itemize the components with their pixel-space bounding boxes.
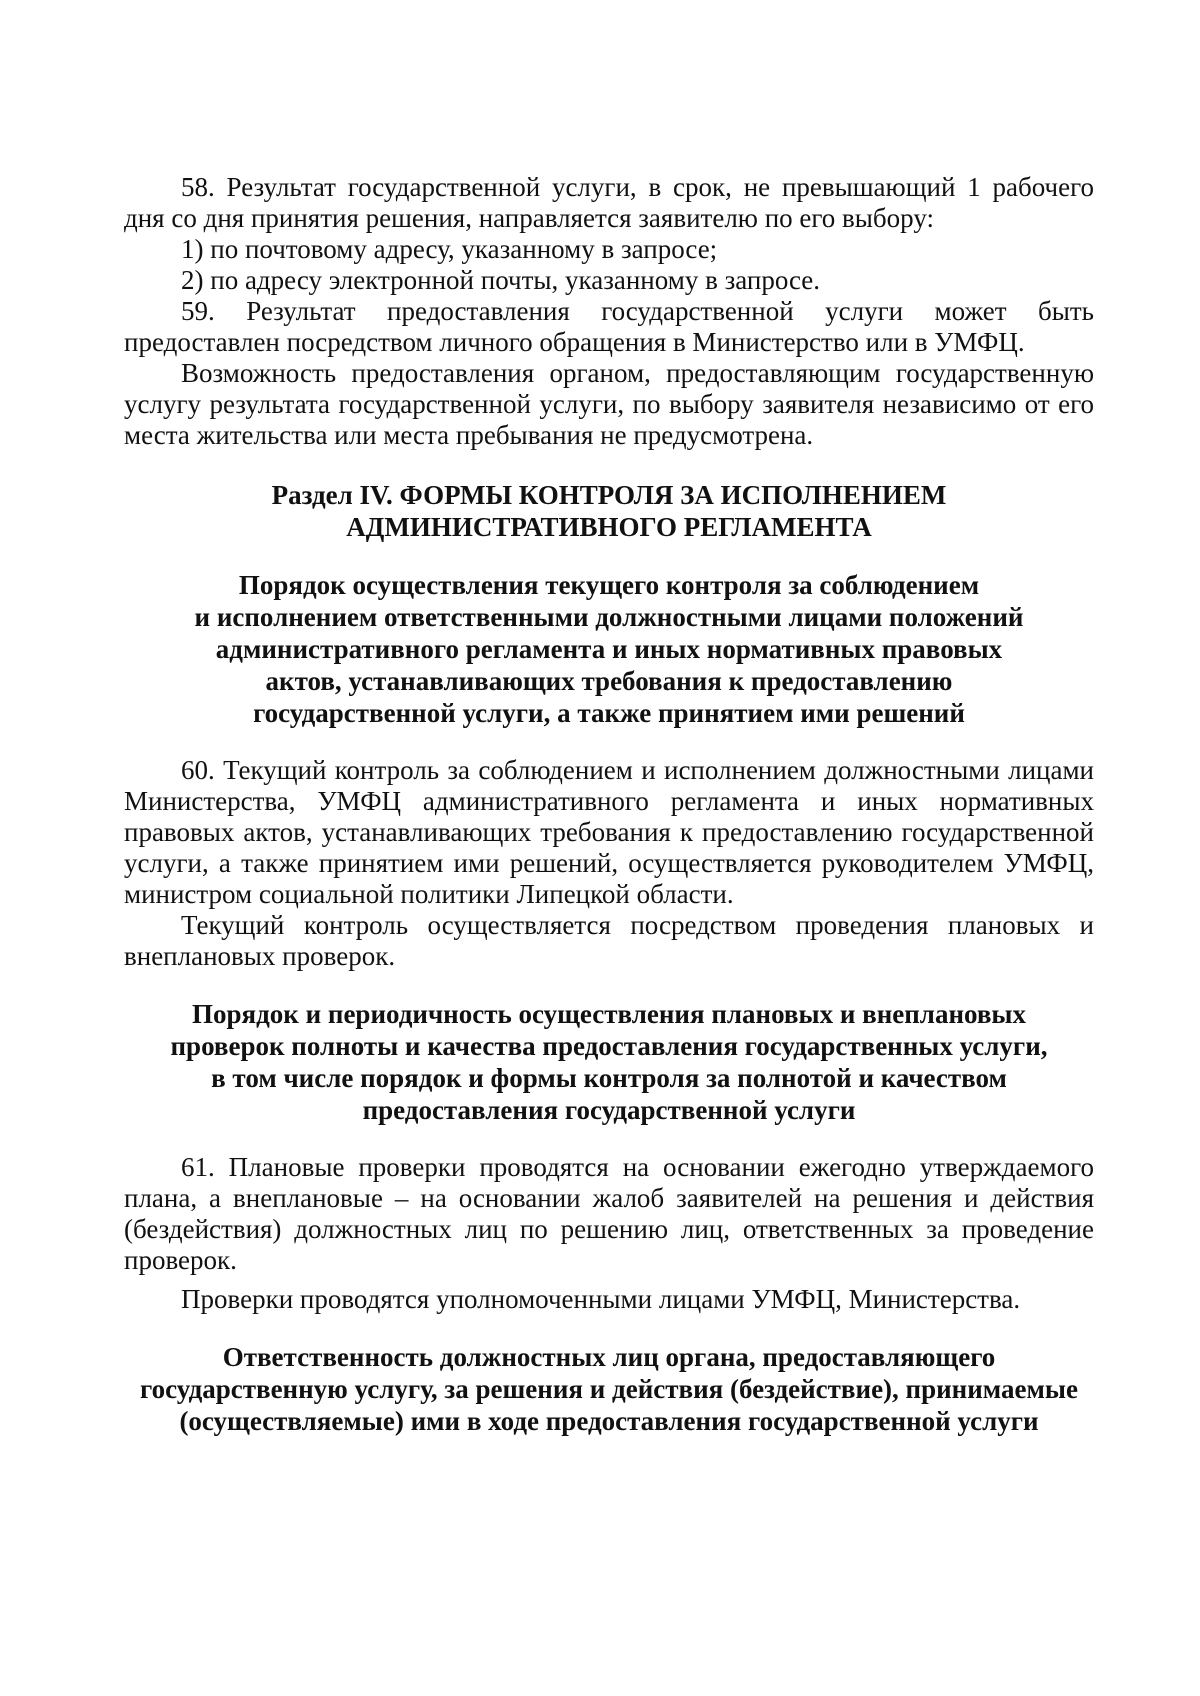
heading-line: АДМИНИСТРАТИВНОГО РЕГЛАМЕНТА [346, 512, 872, 542]
document-page [124, 172, 1094, 1463]
heading-line: административного регламента и иных нормативных правовых [215, 634, 1003, 664]
heading-line: в том числе порядок и формы контроля за полнотой и качеством [211, 1063, 1007, 1093]
section-iv-heading [124, 479, 1094, 543]
paragraph-60-checks: Текущий контроль осуществляется посредством проведения плановых и внеплановых проверок. [124, 910, 1094, 971]
list-item-58-2: 2) по адресу электронной почты, указанному в запросе. [181, 265, 821, 295]
paragraph-58: 58. Результат государственной услуги, в срок, не превышающий 1 рабочего дня со дня принятия решения, направляется заявителю по его выбору: [124, 172, 1094, 233]
paragraph-60: 60. Текущий контроль за соблюдением и исполнением должностными лицами Министерства, УМФЦ административного регламента и иных нормативных правовых актов, устанавливающих требования к предоставлению государственной услуги, а также принятием ими решений, осуществляется руководителем УМФЦ, министром социальной политики Липецкой области. [124, 755, 1094, 909]
heading-line: Ответственность должностных лиц органа, предоставляющего [222, 1342, 996, 1372]
paragraph-59-extraterritorial: Возможность предоставления органом, предоставляющим государственную услугу результата государственной услуги, по выбору заявителя независимо от его места жительства или места пребывания не предусмотрена. [124, 358, 1094, 450]
heading-line: проверок полноты и качества предоставления государственных услуги, [170, 1031, 1048, 1061]
heading-line: Порядок осуществления текущего контроля за соблюдением [238, 570, 980, 600]
heading-line: (осуществляемые) ими в ходе предоставления государственной услуги [179, 1406, 1039, 1436]
heading-line: и исполнением ответственными должностными лицами положений [194, 602, 1024, 632]
responsibility-heading [124, 1341, 1094, 1437]
paragraph-61: 61. Плановые проверки проводятся на основании ежегодно утверждаемого плана, а внеплановые – на основании жалоб заявителей на решения и действия (бездействия) должностных лиц по решению лиц, ответственных за проведение проверок. [124, 1152, 1094, 1275]
paragraph-61-inspectors: Проверки проводятся уполномоченными лицами УМФЦ, Министерства. [181, 1284, 1021, 1314]
heading-line: предоставления государственной услуги [362, 1095, 856, 1125]
heading-line: государственной услуги, а также принятием ими решений [253, 698, 965, 728]
list-item-58-1: 1) по почтовому адресу, указанному в запросе; [181, 234, 718, 264]
inspections-heading [124, 998, 1094, 1126]
heading-line: Порядок и периодичность осуществления плановых и внеплановых [192, 999, 1026, 1029]
heading-line: актов, устанавливающих требования к предоставлению [265, 666, 953, 696]
heading-line: Раздел IV. ФОРМЫ КОНТРОЛЯ ЗА ИСПОЛНЕНИЕМ [271, 480, 947, 510]
heading-line: государственную услугу, за решения и действия (бездействие), принимаемые [140, 1374, 1078, 1404]
current-control-heading [124, 569, 1094, 729]
paragraph-59: 59. Результат предоставления государственной услуги может быть предоставлен посредством личного обращения в Министерство или в УМФЦ. [124, 296, 1094, 357]
